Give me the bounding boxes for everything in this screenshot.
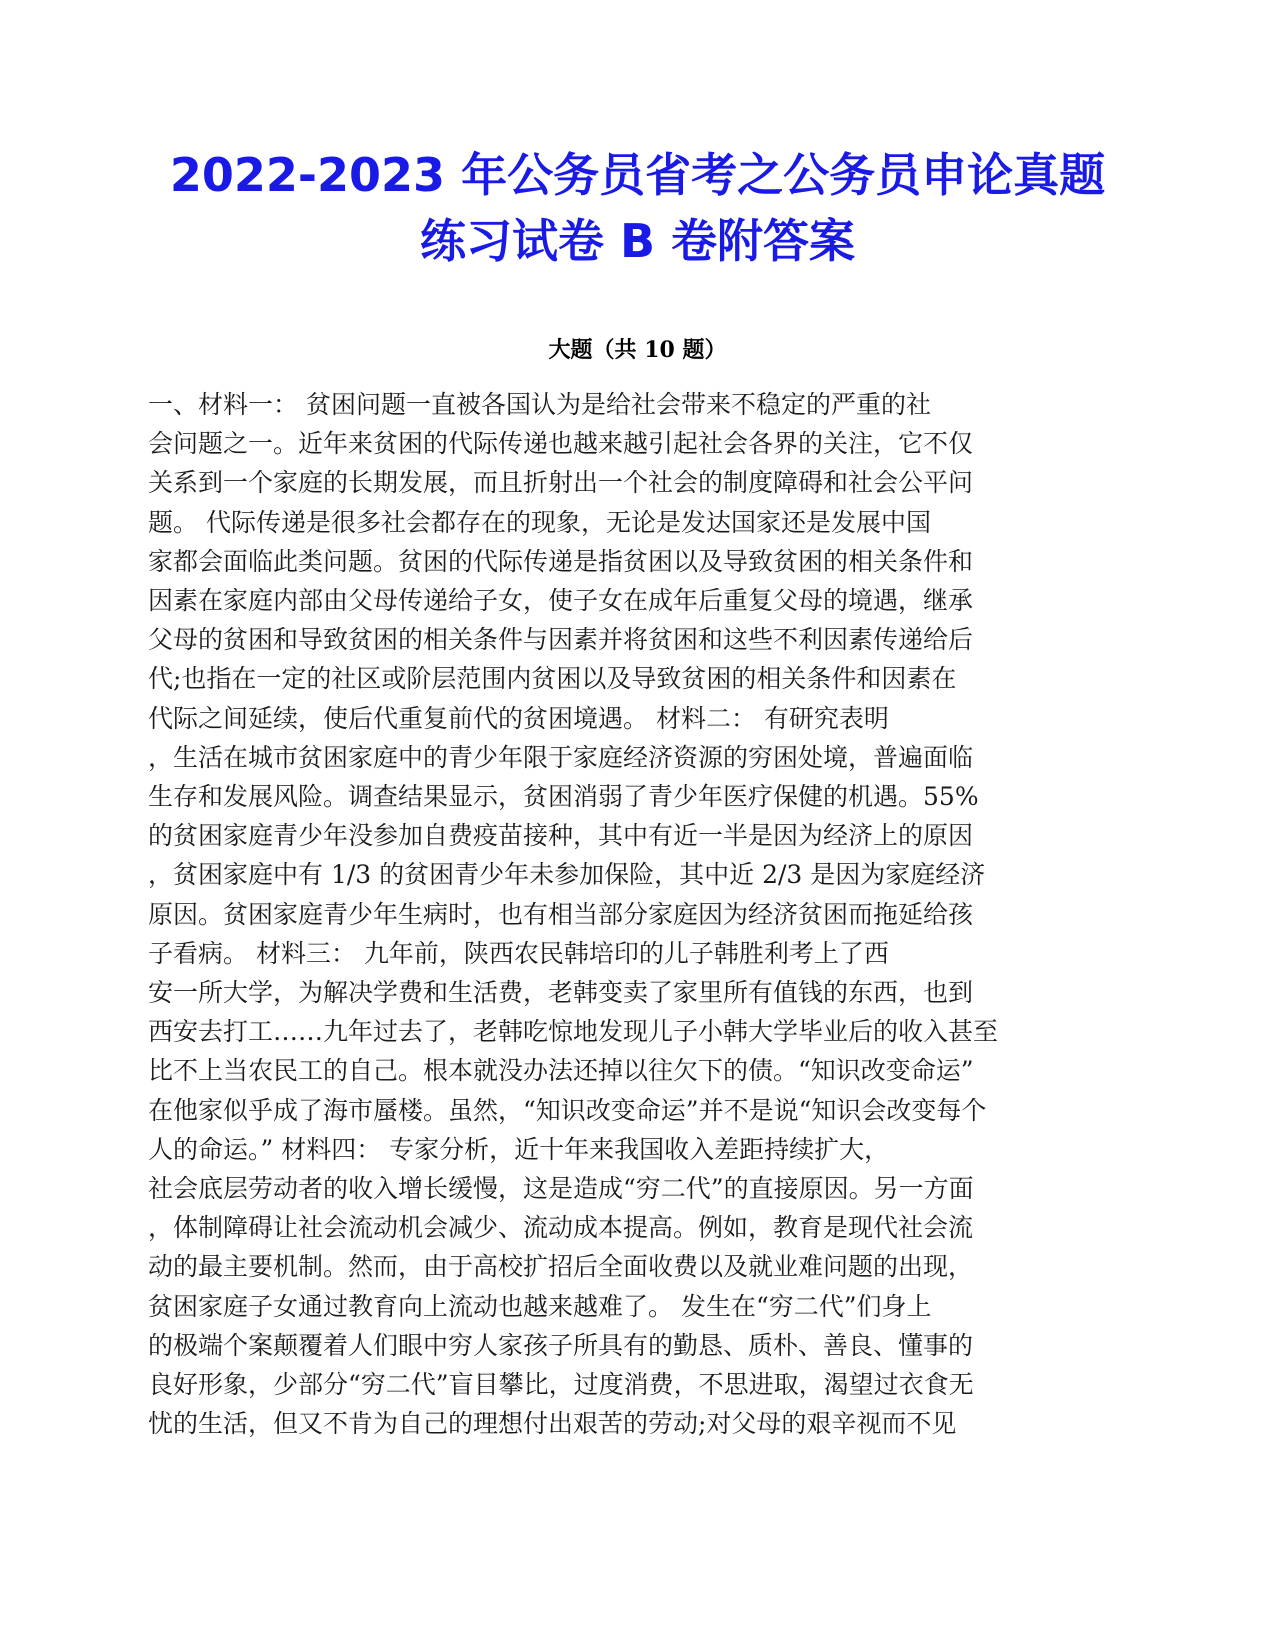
body-line: 人的命运。” 材料四： 专家分析，近十年来我国收入差距持续扩大， xyxy=(148,1134,890,1164)
body-line: 题。 代际传递是很多社会都存在的现象，无论是发达国家还是发展中国 xyxy=(148,507,931,537)
body-line: 家都会面临此类问题。贫困的代际传递是指贫困以及导致贫困的相关条件和 xyxy=(148,546,974,576)
body-line: 忧的生活，但又不肯为自己的理想付出艰苦的劳动;对父母的艰辛视而不见 xyxy=(148,1409,957,1439)
section-heading: 大题（共 10 题） xyxy=(548,337,727,363)
body-line: 父母的贫困和导致贫困的相关条件与因素并将贫困和这些不利因素传递给后 xyxy=(148,625,974,655)
body-line: 会问题之一。近年来贫困的代际传递也越来越引起社会各界的关注，它不仅 xyxy=(148,429,974,459)
body-line: 在他家似乎成了海市蜃楼。虽然，“知识改变命运”并不是说“知识会改变每个 xyxy=(148,1095,987,1125)
body-line: ，贫困家庭中有 1/3 的贫困青少年未参加保险，其中近 2/3 是因为家庭经济 xyxy=(148,860,986,890)
body-line: 代际之间延续，使后代重复前代的贫困境遇。 材料二： 有研究表明 xyxy=(148,703,889,733)
body-line: 动的最主要机制。然而，由于高校扩招后全面收费以及就业难问题的出现， xyxy=(148,1252,974,1282)
question-body-text xyxy=(148,385,1088,1443)
body-line: 贫困家庭子女通过教育向上流动也越来越难了。 发生在“穷二代”们身上 xyxy=(148,1291,932,1321)
body-line: 因素在家庭内部由父母传递给子女，使子女在成年后重复父母的境遇，继承 xyxy=(148,586,974,616)
document-title xyxy=(100,142,1175,274)
body-line: 社会底层劳动者的收入增长缓慢，这是造成“穷二代”的直接原因。另一方面 xyxy=(148,1174,974,1204)
body-line: 关系到一个家庭的长期发展，而且折射出一个社会的制度障碍和社会公平问 xyxy=(148,468,974,498)
body-line: ，生活在城市贫困家庭中的青少年限于家庭经济资源的穷困处境，普遍面临 xyxy=(148,742,974,772)
body-line: 比不上当农民工的自己。根本就没办法还掉以往欠下的债。“知识改变命运” xyxy=(148,1056,974,1086)
body-line: 西安去打工……九年过去了，老韩吃惊地发现儿子小韩大学毕业后的收入甚至 xyxy=(148,1017,999,1047)
body-line: ，体制障碍让社会流动机会减少、流动成本提高。例如，教育是现代社会流 xyxy=(148,1213,974,1243)
body-line: 原因。贫困家庭青少年生病时，也有相当部分家庭因为经济贫困而拖延给孩 xyxy=(148,899,974,929)
body-line: 生存和发展风险。调查结果显示，贫困消弱了青少年医疗保健的机遇。55% xyxy=(148,782,979,812)
title-line-1: 2022-2023 年公务员省考之公务员申论真题 xyxy=(169,148,1106,202)
body-line: 安一所大学，为解决学费和生活费，老韩变卖了家里所有值钱的东西，也到 xyxy=(148,978,974,1008)
body-line: 一、材料一： 贫困问题一直被各国认为是给社会带来不稳定的严重的社 xyxy=(148,390,931,419)
body-line: 的极端个案颠覆着人们眼中穷人家孩子所具有的勤恳、质朴、善良、懂事的 xyxy=(148,1330,974,1360)
body-line: 良好形象，少部分“穷二代”盲目攀比，过度消费，不思进取，渴望过衣食无 xyxy=(148,1370,974,1400)
body-line: 代;也指在一定的社区或阶层范围内贫困以及导致贫困的相关条件和因素在 xyxy=(148,664,957,694)
body-line: 的贫困家庭青少年没参加自费疫苗接种，其中有近一半是因为经济上的原因 xyxy=(148,821,974,851)
title-line-2: 练习试卷 B 卷附答案 xyxy=(419,214,856,268)
body-line: 子看病。 材料三： 九年前，陕西农民韩培印的儿子韩胜利考上了西 xyxy=(148,938,889,968)
